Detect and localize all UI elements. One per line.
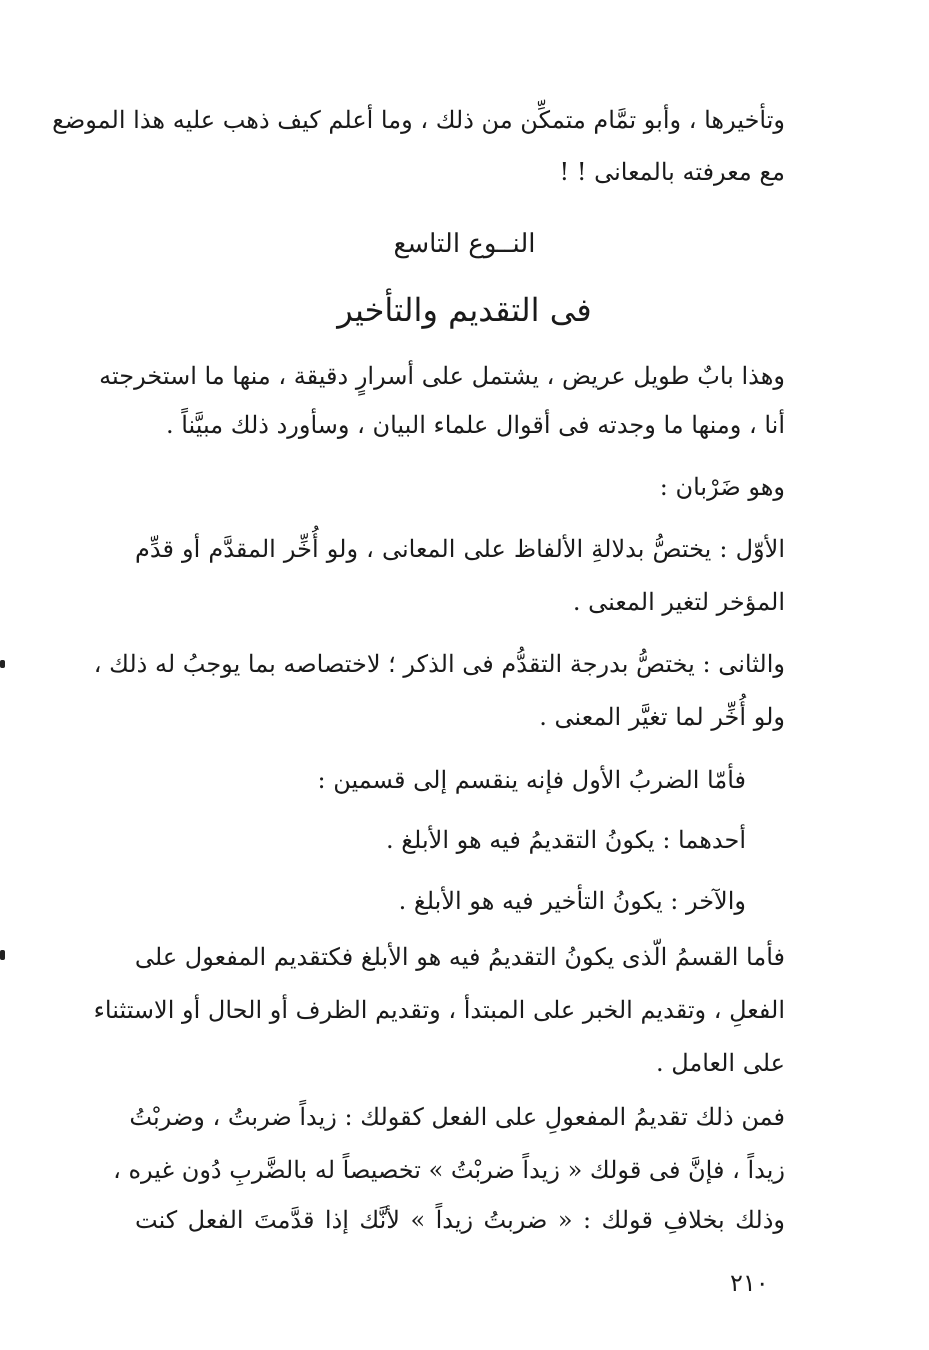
paragraph-line: على العامل .	[655, 1049, 785, 1077]
paragraph-line: أنا ، ومنها ما وجدته فى أقوال علماء البيان ، وسأورد ذلك مبيَّناً .	[165, 411, 785, 439]
paragraph-line: وتأخيرها ، وأبو تمَّام متمكِّن من ذلك ، وما أعلم كيف ذهب عليه هذا الموضع	[52, 106, 785, 134]
paragraph-line: فمن ذلك تقديمُ المفعولِ على الفعل كقولك : زيداً ضربتُ ، وضربْتُ	[129, 1103, 785, 1131]
chapter-heading: النــوع التاسع	[393, 229, 536, 259]
paragraph-line: وذلك بخلافِ قولك : « ضربتُ زيداً » لأنَّك إذا قدَّمتَ الفعل كنت	[135, 1206, 785, 1234]
list-item: أحدهما : يكونُ التقديمُ فيه هو الأبلغ .	[385, 826, 746, 854]
scan-mark	[0, 950, 5, 960]
list-item: والآخر : يكونُ التأخير فيه هو الأبلغ .	[398, 887, 746, 915]
paragraph-line: والثانى : يختصُّ بدرجة التقدُّم فى الذكر ؛ لاختصاصه بما يوجبُ له ذلك ،	[93, 650, 785, 678]
scan-mark	[0, 660, 5, 668]
paragraph-line: ولو أُخِّر لما تغيَّر المعنى .	[539, 703, 785, 731]
paragraph-line: الفعلِ ، وتقديم الخبر على المبتدأ ، وتقديم الظرف أو الحال أو الاستثناء	[93, 996, 785, 1024]
paragraph-line: فأما القسمُ الّذى يكونُ التقديمُ فيه هو الأبلغ فكتقديم المفعول على	[134, 943, 785, 971]
paragraph-line: المؤخر لتغير المعنى .	[572, 588, 785, 616]
paragraph-line: مع معرفته بالمعانى ! !	[559, 158, 785, 186]
page-number: ٢١٠	[730, 1269, 769, 1297]
paragraph-line: الأوّل : يختصُّ بدلالةِ الألفاظ على المعانى ، ولو أُخِّر المقدَّم أو قدِّم	[135, 535, 785, 563]
paragraph-line: فأمّا الضربُ الأول فإنه ينقسم إلى قسمين :	[317, 766, 746, 794]
paragraph-line: وهو ضَرْبان :	[659, 473, 785, 501]
chapter-subheading: فى التقديم والتأخير	[337, 291, 592, 329]
paragraph-line: وهذا بابٌ طويل عريض ، يشتمل على أسرارٍ دقيقة ، منها ما استخرجته	[99, 362, 785, 390]
paragraph-line: زيداً ، فإنَّ فى قولك « زيداً ضربْتُ » تخصيصاً له بالضَّربِ دُون غيره ،	[113, 1156, 785, 1184]
